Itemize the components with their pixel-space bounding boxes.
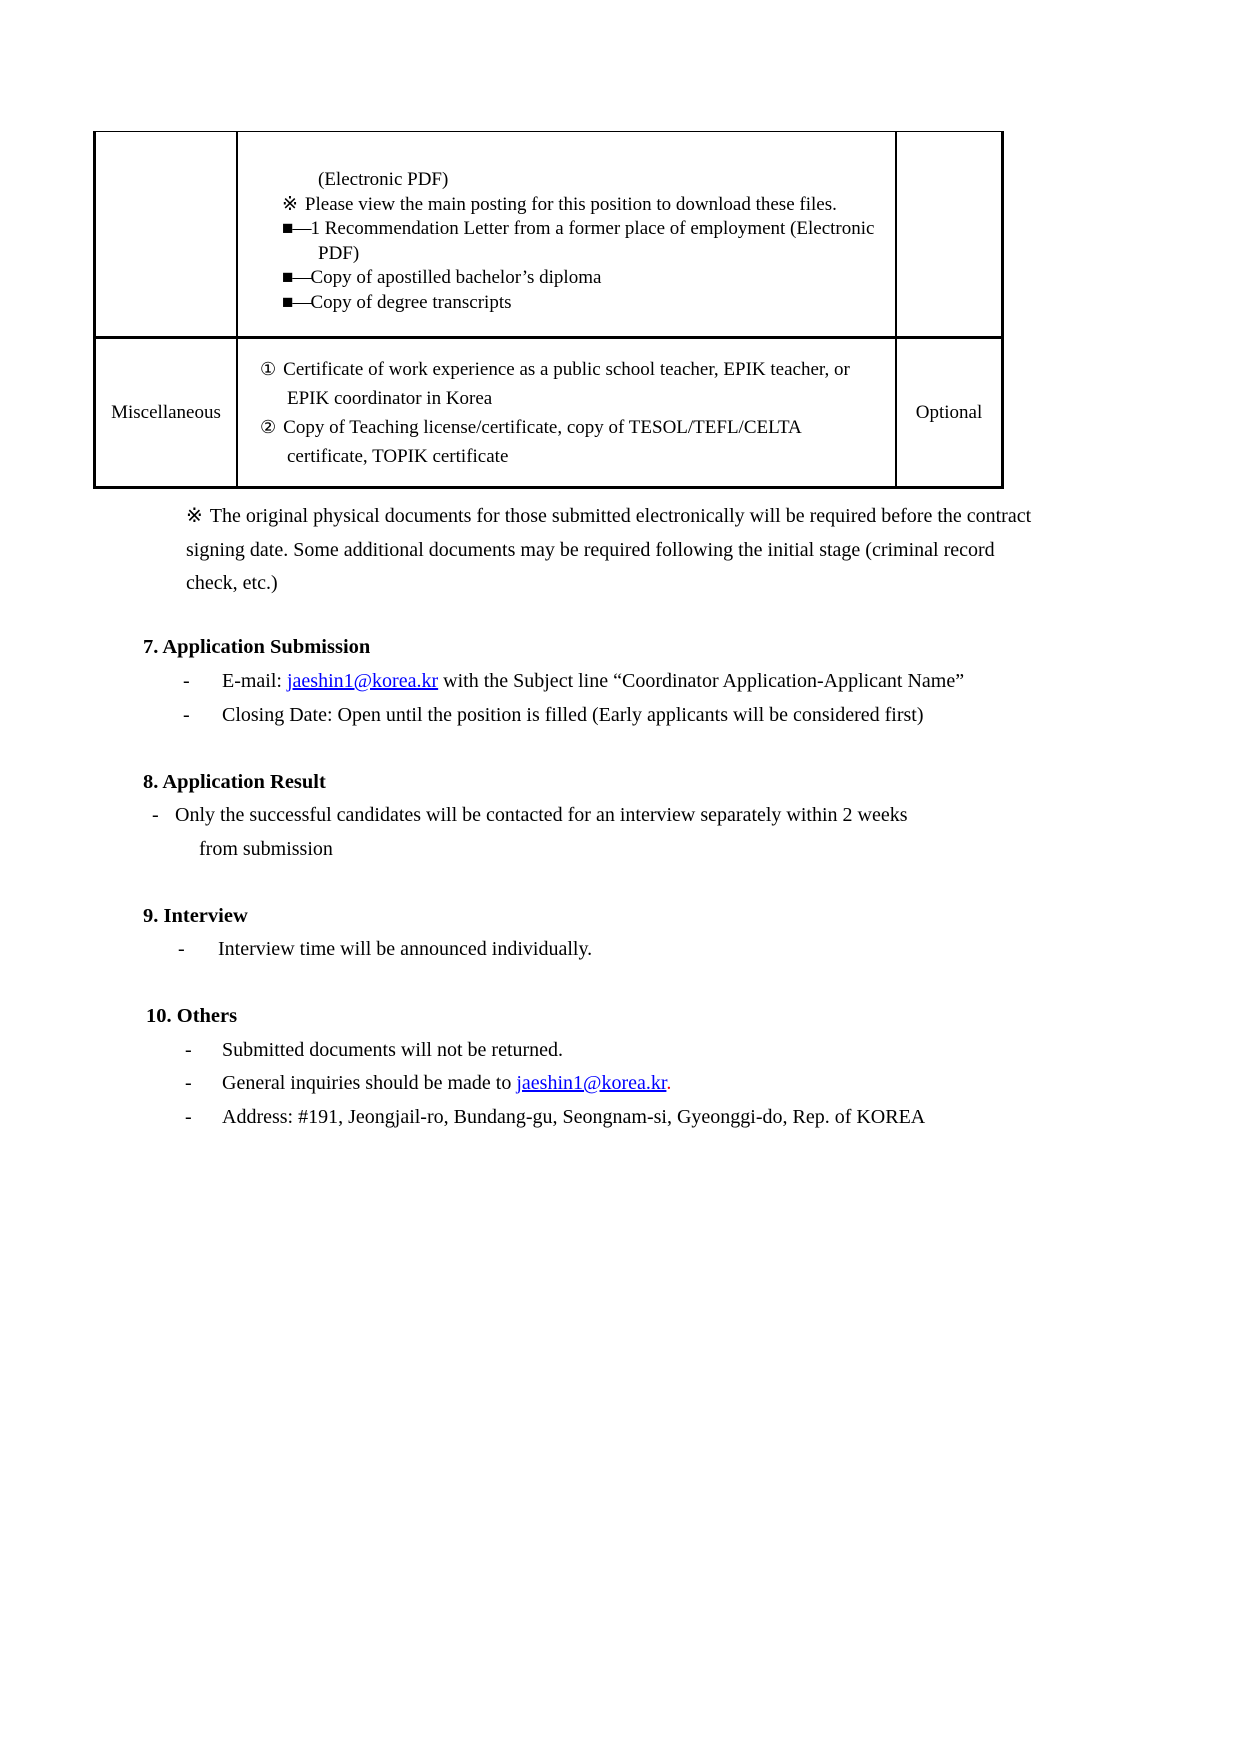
reference-mark: ※ <box>282 193 298 215</box>
circled-one-icon: ① <box>260 358 277 379</box>
table-note-line <box>282 193 891 218</box>
table-cell-category-empty <box>96 132 238 339</box>
interview-text: Interview time will be announced individually. <box>218 938 593 960</box>
section-heading-application-result: 8. Application Result <box>143 771 326 793</box>
closing-date-text: Closing Date: Open until the position is filled (Early applicants will be considered first) <box>222 704 924 726</box>
email-link[interactable]: jaeshin1@korea.kr <box>286 670 439 692</box>
required-documents-table <box>93 131 1004 489</box>
reference-mark: ※ <box>186 505 203 527</box>
table-cell-requirement-optional <box>897 339 1001 486</box>
table-cell-category-miscellaneous <box>96 339 238 486</box>
dash-bullet: - <box>185 1039 192 1061</box>
closing-date-line <box>183 704 924 727</box>
dash-bullet: - <box>152 804 159 826</box>
table-cell-requirement-empty <box>897 132 1001 339</box>
square-bullet-icon: ■— <box>282 267 311 288</box>
category-label: Miscellaneous <box>111 401 221 423</box>
note-text: The original physical documents for those submitted electronically will be required before the contract signing date. Some additional documents may be required following the initial stage (criminal record check, etc.) <box>186 505 1032 594</box>
original-documents-note <box>186 500 1044 601</box>
numbered-item <box>260 355 883 413</box>
result-text: Only the successful candidates will be contacted for an interview separately within 2 weeks <box>175 804 908 826</box>
numbered-item <box>260 413 883 471</box>
dash-bullet: - <box>183 670 190 692</box>
result-line-2 <box>199 838 333 861</box>
square-bullet-icon: ■— <box>282 291 311 313</box>
table-cell-documents-continued <box>238 132 897 339</box>
bullet-text: Copy of apostilled bachelor’s diploma <box>310 267 602 288</box>
section-heading-interview: 9. Interview <box>143 905 248 927</box>
table-note-text: Please view the main posting for this position to download these files. <box>304 193 837 215</box>
others-line-1 <box>185 1039 563 1062</box>
section-heading-application-submission: 7. Application Submission <box>143 636 371 658</box>
others-line-2 <box>185 1072 671 1095</box>
bullet-text: Copy of degree transcripts <box>310 291 512 313</box>
inquiries-pre: General inquiries should be made to <box>222 1072 517 1094</box>
dash-bullet: - <box>183 704 190 726</box>
document-bullet <box>282 291 891 316</box>
continuation-line: (Electronic PDF) <box>318 169 449 190</box>
address-text: Address: #191, Jeongjail-ro, Bundang-gu, Seongnam-si, Gyeonggi-do, Rep. of KOREA <box>222 1106 926 1128</box>
item-text: Certificate of work experience as a public school teacher, EPIK teacher, or EPIK coordinator in Korea <box>283 358 850 409</box>
result-text-continued: from submission <box>199 838 333 860</box>
red-period: . <box>666 1072 672 1094</box>
requirement-status: Optional <box>915 401 983 423</box>
email-pre: E-mail: <box>222 670 287 692</box>
document-bullet <box>282 266 891 291</box>
inquiries-email-link[interactable]: jaeshin1@korea.kr <box>516 1072 667 1094</box>
others-line-3 <box>185 1106 925 1129</box>
document-bullet <box>282 217 891 266</box>
item-text: Copy of Teaching license/certificate, copy of TESOL/TEFL/CELTA certificate, TOPIK certificate <box>283 416 801 467</box>
dash-bullet: - <box>185 1072 192 1094</box>
table-cell-miscellaneous-items <box>238 339 897 486</box>
email-line <box>183 670 964 693</box>
interview-line <box>178 938 592 961</box>
bullet-text: 1 Recommendation Letter from a former place of employment (Electronic PDF) <box>310 218 875 264</box>
dash-bullet: - <box>178 938 185 960</box>
email-post: with the Subject line “Coordinator Application-Applicant Name” <box>438 670 965 692</box>
section-heading-others: 10. Others <box>146 1005 238 1027</box>
square-bullet-icon: ■— <box>282 218 311 239</box>
result-line-1 <box>152 804 908 827</box>
dash-bullet: - <box>185 1106 192 1128</box>
circled-two-icon: ② <box>260 416 277 437</box>
returned-docs-text: Submitted documents will not be returned. <box>222 1039 564 1061</box>
